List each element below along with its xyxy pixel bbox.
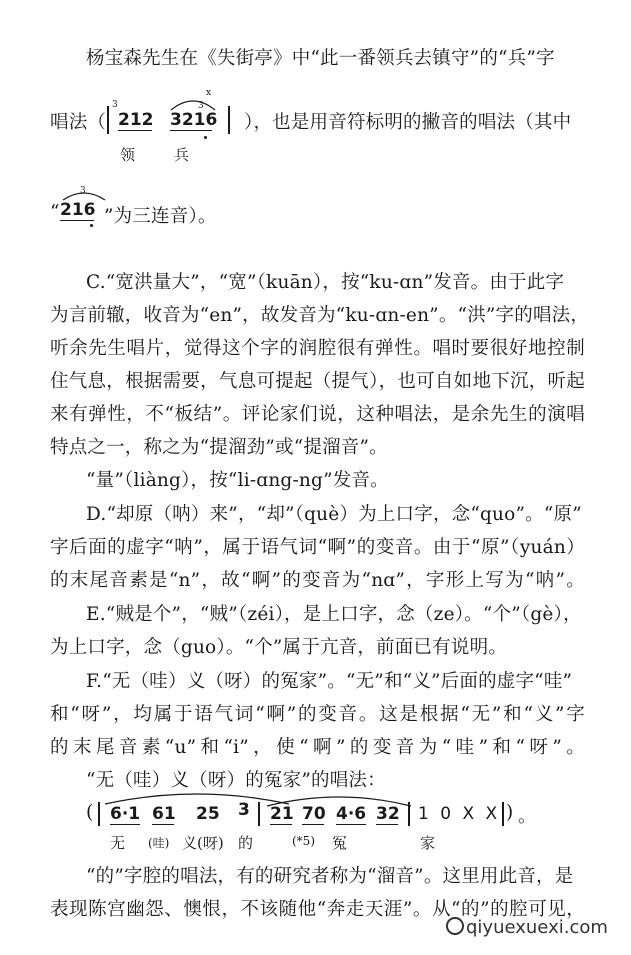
paragraph-line: “的”字腔的唱法，有的研究者称为“溜音”。这里用此音，是 [86, 866, 574, 887]
notation-inline-1 [98, 88, 248, 164]
watermark [446, 917, 608, 938]
beam-line [110, 824, 140, 825]
paragraph-line: 表现陈宫幽怨、懊恨，不该随他“奔走天涯”。从“的”的腔可见， [50, 899, 585, 920]
lyric: 兵 [174, 146, 190, 164]
barline [258, 802, 260, 826]
paragraph-line: 的末尾音素是“n”，故“啊”的变音为“nɑ”，字形上写为“呐”。 [50, 570, 585, 591]
paragraph-line: 听余先生唱片，觉得这个字的润腔很有弹性。唱时要很好地控制 [50, 338, 585, 359]
lyric: (*5) [292, 834, 315, 848]
notation-group: 3 [238, 800, 250, 820]
notation-group: 25 [196, 804, 220, 824]
watermark-logo-icon [446, 917, 464, 935]
paragraph-line: 特点之一，称之为“提溜劲”或“提溜音”。 [50, 437, 388, 458]
lyric: 的 [238, 834, 254, 852]
lyric: 冤 [332, 834, 348, 852]
paragraph-line: 杨宝森先生在《失街亭》中“此一番领兵去镇守”的“兵”字 [86, 48, 555, 69]
notation-group: 212 [118, 110, 154, 130]
mark-x: x [206, 88, 212, 98]
beam-line [376, 824, 398, 825]
paragraph-line: 的末尾音素“u”和“i”，使“啊”的变音为“哇”和“呀”。 [50, 737, 585, 758]
paragraph-line: “ [50, 202, 60, 223]
watermark-text: qiyuexuexi.com [466, 917, 608, 938]
bracket-open: ( [86, 802, 94, 823]
beam-line [270, 824, 292, 825]
notation-group: 216 [60, 200, 96, 220]
lyric: 家 [420, 834, 436, 852]
notation-block [86, 790, 556, 850]
lyric: 无 [110, 834, 126, 852]
bracket-close: ) [506, 802, 514, 823]
lyric: 领 [120, 146, 136, 164]
paragraph-line: ”为三连音）。 [104, 206, 217, 227]
paragraph-line: 和“呀”，均属于语气词“啊”的变音。这是根据“无”和“义”字 [50, 704, 585, 725]
lyric: (哇) [148, 836, 170, 850]
barline [408, 802, 410, 826]
notation-group: 6·1 [110, 804, 141, 824]
triplet-mark: 3 [198, 101, 204, 111]
beam-line [170, 130, 212, 131]
paragraph-line: “无（哇）义（呀）的冤家”的唱法： [86, 770, 386, 791]
paragraph-line: E.“贼是个”，“贼”（zéi），是上口字，念（ze）。“个”（gè）， [86, 604, 582, 625]
paragraph-line: 为上口字，念（guo）。“个”属于亢音，前面已有说明。 [50, 637, 507, 658]
notation-group: 61 [152, 804, 176, 824]
notation-group: 21 [270, 804, 294, 824]
paragraph-line: F.“无（哇）义（呀）的冤家”。“无”和“义”后面的虚字“哇” [86, 671, 573, 692]
notation-group: 3216 [170, 110, 218, 130]
paragraph-line: C.“宽洪量大”，“宽”（kuān），按“ku-ɑn”发音。由于此字 [86, 272, 565, 293]
triplet-mark: 3 [80, 186, 86, 196]
notation-inline-2 [60, 186, 108, 226]
barline [107, 106, 109, 134]
notation-group: 4·6 [336, 804, 367, 824]
octave-dot [204, 136, 207, 139]
lyric: 义(呀) [182, 834, 224, 852]
beam-line [302, 824, 324, 825]
punctuation: 。 [518, 806, 537, 827]
barline [502, 802, 504, 826]
notation-group: 1 0 X X [418, 804, 501, 824]
notation-group: 70 [302, 804, 326, 824]
beam-line [118, 130, 152, 131]
paragraph-line: 字后面的虚字“呐”，属于语气词“啊”的变音。由于“原”（yuán） [50, 537, 585, 558]
beam-line [336, 824, 366, 825]
paragraph-line: 来有弹性，不“板结”。评论家们说，这种唱法，是余先生的演唱 [50, 404, 585, 425]
slur-arc [168, 92, 218, 112]
beam-line [60, 220, 94, 221]
paragraph-line: “量”（liàng），按“li-ɑng-ng”发音。 [86, 470, 389, 491]
paragraph-line: ），也是用音符标明的撇音的唱法（其中 [244, 112, 572, 133]
beam-line [152, 824, 174, 825]
paragraph-line: 住气息，根据需要，气息可提起（提气），也可自如地下沉，听起 [50, 371, 585, 392]
notation-group: 32 [376, 804, 400, 824]
barline [228, 106, 230, 134]
octave-dot [90, 224, 93, 227]
paragraph-line: 为言前辙，收音为“en”，故发音为“ku-ɑn-en”。“洪”字的唱法， [50, 305, 590, 326]
paragraph-line: 唱法（ [50, 112, 107, 133]
grace-note: 3 [112, 100, 118, 110]
barline [98, 802, 100, 826]
paragraph-line: D.“却原（呐）来”，“却”（què）为上口字，念“quo”。“原” [86, 504, 582, 525]
